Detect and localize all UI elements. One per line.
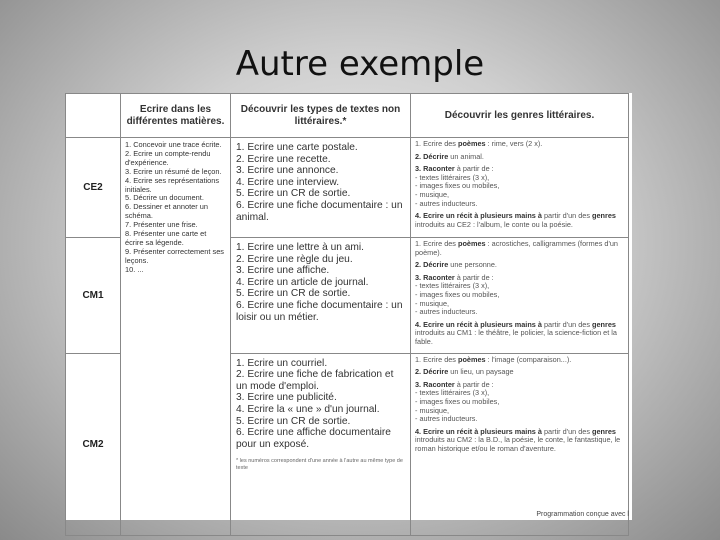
list-item: 4. Ecrire une interview.	[236, 176, 340, 188]
genre-item	[415, 240, 624, 257]
genre-text: poèmes	[458, 354, 486, 364]
genre-text: partir d'un des	[541, 211, 593, 221]
non-litteraires-ce2	[231, 138, 411, 238]
genre-text: 4. Ecrire un récit à plusieurs mains à	[415, 319, 542, 329]
level-ce2: CE2	[66, 138, 121, 238]
list-item: 1. Concevoir une trace écrite.	[125, 140, 222, 149]
genres-cm1	[411, 238, 629, 354]
genre-text: 3. Raconter	[415, 272, 455, 282]
list-item: 2. Ecrire une recette.	[236, 153, 331, 165]
genre-text: une personne.	[448, 260, 497, 270]
genre-item	[415, 140, 624, 149]
genre-text: : acrostiches, calligrammes (formes d'un poème).	[415, 239, 618, 257]
genre-item	[415, 381, 624, 424]
genre-text: genres	[592, 319, 616, 329]
genre-item	[415, 368, 624, 377]
genre-text: à partir de : - textes littéraires (3 x), - images fixes ou mobiles, - musique, - autres inducteurs.	[415, 272, 500, 317]
row-ce2	[66, 138, 629, 238]
list-item: 7. Présenter une frise.	[125, 220, 198, 230]
header-non-litteraires: Découvrir les types de textes non littéraires.*	[231, 94, 411, 138]
genre-text: 2. Décrire	[415, 260, 449, 270]
genre-text: 3. Raconter	[415, 379, 455, 389]
list-item: 3. Ecrire une affiche.	[236, 265, 330, 277]
slide-title: Autre exemple	[235, 44, 485, 84]
genre-text: : l'image (comparaison...).	[485, 354, 572, 364]
programmation-table	[65, 93, 629, 536]
genre-item	[415, 274, 624, 317]
list-item: 5. Ecrire un CR de sortie.	[236, 188, 351, 200]
non-litteraires-cm1	[231, 238, 411, 354]
list-item: 8. Présenter une carte et écrire sa légende.	[125, 229, 207, 247]
genres-cm2	[411, 353, 629, 535]
list-item: 5. Décrire un document.	[125, 193, 204, 203]
list-item: 1. Ecrire un courriel.	[236, 357, 328, 369]
list-item: 4. Ecrire un article de journal.	[236, 276, 369, 288]
genre-text: introduits au CM1 : le théâtre, le policier, la science-fiction et la fable.	[415, 328, 617, 346]
list-item: 1. Ecrire une carte postale.	[236, 142, 358, 153]
list-item: 2. Ecrire un compte-rendu d'expérience.	[125, 148, 211, 167]
genre-text: poèmes	[458, 139, 486, 148]
list-item: 5. Ecrire un CR de sortie.	[236, 288, 351, 300]
genre-text: introduits au CM2 : la B.D., la poésie, le conte, le fantastique, le roman historique et/ou le roman d'aventure.	[415, 435, 621, 453]
genres-ce2	[411, 138, 629, 238]
genre-text: genres	[592, 426, 616, 436]
list-item: 2. Ecrire une fiche de fabrication et un mode d'emploi.	[236, 369, 394, 392]
genre-item	[415, 356, 624, 365]
genre-item	[415, 165, 624, 208]
genre-item	[415, 153, 624, 162]
list-item: 1. Ecrire une lettre à un ami.	[236, 242, 364, 253]
genre-text: partir d'un des	[541, 319, 593, 329]
genre-item	[415, 212, 624, 229]
genre-text: 1. Ecrire des	[415, 139, 458, 148]
genre-text: 4. Ecrire un récit à plusieurs mains à	[415, 426, 542, 436]
programmation-table-image	[65, 93, 632, 520]
genre-text: 2. Décrire	[415, 151, 449, 161]
list-item: 3. Ecrire un résumé de leçon.	[125, 166, 222, 176]
genre-text: genres	[592, 211, 616, 221]
list-item: 9. Présenter correctement ses leçons.	[125, 246, 224, 265]
genre-item	[415, 428, 624, 454]
non-litteraires-cm2	[231, 353, 411, 535]
list-item: 4. Ecrire ses représentations initiales.	[125, 175, 220, 194]
list-item: 5. Ecrire un CR de sortie.	[236, 415, 351, 427]
footer-credit: Programmation conçue avec l	[536, 511, 629, 518]
genre-text: 1. Ecrire des	[415, 354, 458, 364]
matieres-list	[121, 138, 231, 536]
level-cm2: CM2	[66, 353, 121, 535]
genre-item	[415, 321, 624, 347]
genre-text: introduits au CE2 : l'album, le conte ou la poésie.	[415, 219, 573, 229]
header-row	[66, 94, 629, 138]
genre-text: : rime, vers (2 x).	[485, 139, 543, 148]
list-item: 6. Ecrire une fiche documentaire : un loisir ou un métier.	[236, 299, 403, 323]
table-edge	[628, 93, 632, 508]
header-empty	[66, 94, 121, 138]
genre-text: poèmes	[458, 239, 486, 248]
genre-item	[415, 261, 624, 270]
list-item: 6. Ecrire une affiche documentaire pour un exposé.	[236, 427, 391, 450]
genre-text: à partir de : - textes littéraires (3 x), - images fixes ou mobiles, - musique, - autres inducteurs.	[415, 164, 500, 208]
genre-text: 4. Ecrire un récit à plusieurs mains à	[415, 211, 542, 221]
genre-text: partir d'un des	[541, 426, 593, 436]
list-item: 3. Ecrire une publicité.	[236, 392, 337, 404]
list-item: 6. Dessiner et annoter un schéma.	[125, 202, 208, 221]
header-matieres: Ecrire dans les différentes matières.	[121, 94, 231, 138]
list-item: 4. Ecrire la « une » d'un journal.	[236, 403, 380, 415]
list-item: 3. Ecrire une annonce.	[236, 165, 339, 177]
list-item: 6. Ecrire une fiche documentaire : un animal.	[236, 199, 403, 223]
genre-text: à partir de : - textes littéraires (3 x), - images fixes ou mobiles, - musique, - autres inducteurs.	[415, 379, 500, 424]
genre-text: 2. Décrire	[415, 367, 449, 377]
list-item: 2. Ecrire une règle du jeu.	[236, 253, 353, 265]
header-genres-litteraires: Découvrir les genres littéraires.	[411, 94, 629, 138]
genre-text: 3. Raconter	[415, 164, 455, 174]
level-cm1: CM1	[66, 238, 121, 354]
footnote: * les numéros correspondent d'une année à l'autre au même type de texte	[236, 458, 403, 472]
list-item: 10. ...	[125, 264, 144, 274]
genre-text: 1. Ecrire des	[415, 239, 458, 248]
genre-text: un lieu, un paysage	[448, 367, 514, 377]
genre-text: un animal.	[448, 151, 484, 161]
